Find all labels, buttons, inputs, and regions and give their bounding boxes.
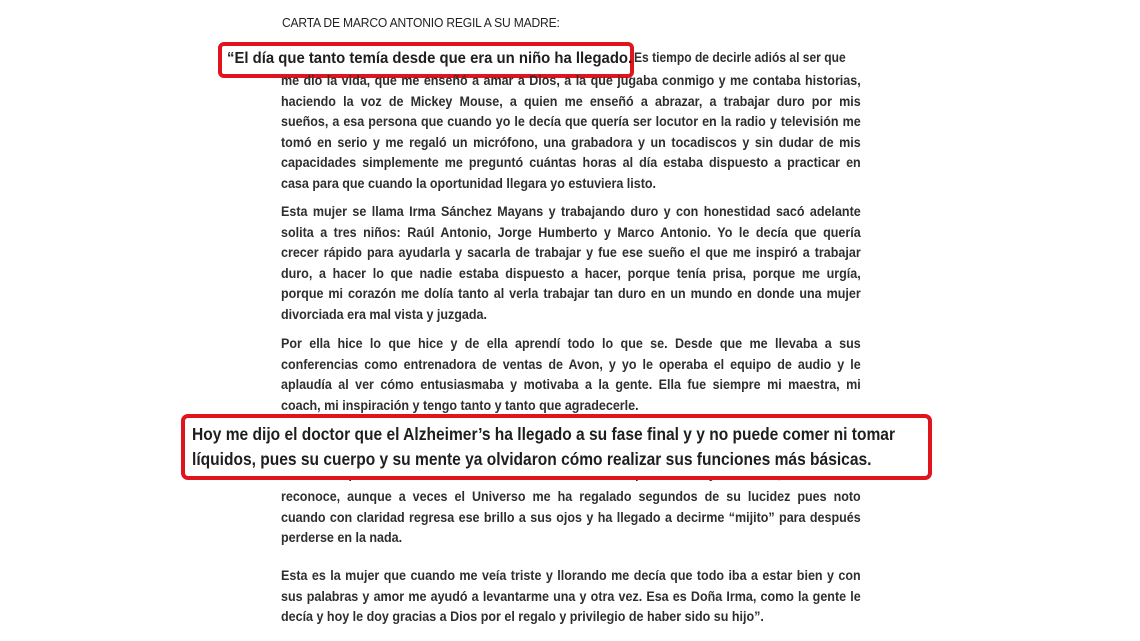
text-line: divorciada era mal vista y juzgada. xyxy=(281,306,487,322)
highlighted-opening-sentence: “El día que tanto temía desde que era un niño ha llegado. xyxy=(227,50,633,67)
text-line: sueños, a esa persona que cuando yo le decía que quería ser locutor en la radio y televisión me xyxy=(281,114,861,130)
highlighted-line: líquidos, pues su cuerpo y su mente ya olvidaron cómo realizar sus funciones más básicas. xyxy=(192,449,872,469)
paragraph-3 xyxy=(281,334,861,416)
text-line: me dio la vida, que me enseñó a amar a Dios, a la que jugaba conmigo y me contaba historias, xyxy=(281,73,861,88)
paragraph-1-first-line-rest: Es tiempo de decirle adiós al ser que xyxy=(634,50,846,65)
paragraph-2 xyxy=(281,202,861,326)
text-line: aplaudía al ver cómo entusiasmaba y motivaba a la gente. Ella fue siempre mi maestra, mi xyxy=(281,377,861,393)
text-line: coach, mi inspiración y tengo tanto y tanto que agradecerle. xyxy=(281,397,639,413)
text-line: haciendo la voz de Mickey Mouse, a quien me enseñó a abrazar, a trabajar duro por mis xyxy=(281,93,861,109)
paragraph-1 xyxy=(281,71,861,195)
text-line: duro, a hacer lo que nadie estaba dispuesto a hacer, porque tenía prisa, porque me urgía, xyxy=(281,265,861,281)
text-line: decía y hoy le doy gracias a Dios por el regalo y privilegio de haber sido su hijo”. xyxy=(281,609,764,625)
text-line: Por ella hice lo que hice y de ella aprendí todo lo que se. Desde que me llevaba a sus xyxy=(281,336,861,351)
text-line: crecer rápido para ayudarla y sacarla de trabajar y fue ese sueño el que me inspiró a trabajar xyxy=(281,245,861,261)
text-line: perderse en la nada. xyxy=(281,530,403,546)
text-line: casa para que cuando la oportunidad llegara yo estuviera listo. xyxy=(281,175,657,191)
highlighted-line: Hoy me dijo el doctor que el Alzheimer’s ha llegado a su fase final y y no puede comer ni tomar xyxy=(192,424,896,444)
text-line: Esta es la mujer que cuando me veía triste y llorando me decía que todo iba a estar bien y con xyxy=(281,568,861,583)
text-line: Esta mujer se llama Irma Sánchez Mayans y trabajando duro y con honestidad sacó adelante xyxy=(281,204,861,219)
text-line: conferencias como entrenadora de ventas de Avon, y yo le operaba el equipo de audio y le xyxy=(281,356,861,372)
text-line: solita a tres niños: Raúl Antonio, Jorge Humberto y Marco Antonio. Yo le decía que quería xyxy=(281,224,861,240)
letter-title: CARTA DE MARCO ANTONIO REGIL A SU MADRE: xyxy=(282,15,560,30)
text-line: sus palabras y amor me ayudó a levantarme una y otra vez. Esa es Doña Irma, como la gente le xyxy=(281,588,861,604)
paragraph-4 xyxy=(281,487,861,549)
highlight-box-alzheimers xyxy=(181,414,932,480)
text-line: porque mi corazón me dolía tanto al verla trabajar tan duro en un mundo en donde una mujer xyxy=(281,286,861,302)
text-line: capacidades simplemente me preguntó cuántas horas al día estaba dispuesto a practicar en xyxy=(281,155,861,171)
text-line: tomó en serio y me regaló un micrófono, una grabadora y un tocadiscos y sin dudar de mis xyxy=(281,134,861,150)
text-line: reconoce, aunque a veces el Universo me ha regalado segundos de su lucidez pues noto xyxy=(281,489,861,504)
text-line: cuando con claridad regresa ese brillo a sus ojos y ha llegado a decirme “mijito” para después xyxy=(281,509,861,525)
paragraph-5 xyxy=(281,566,861,628)
